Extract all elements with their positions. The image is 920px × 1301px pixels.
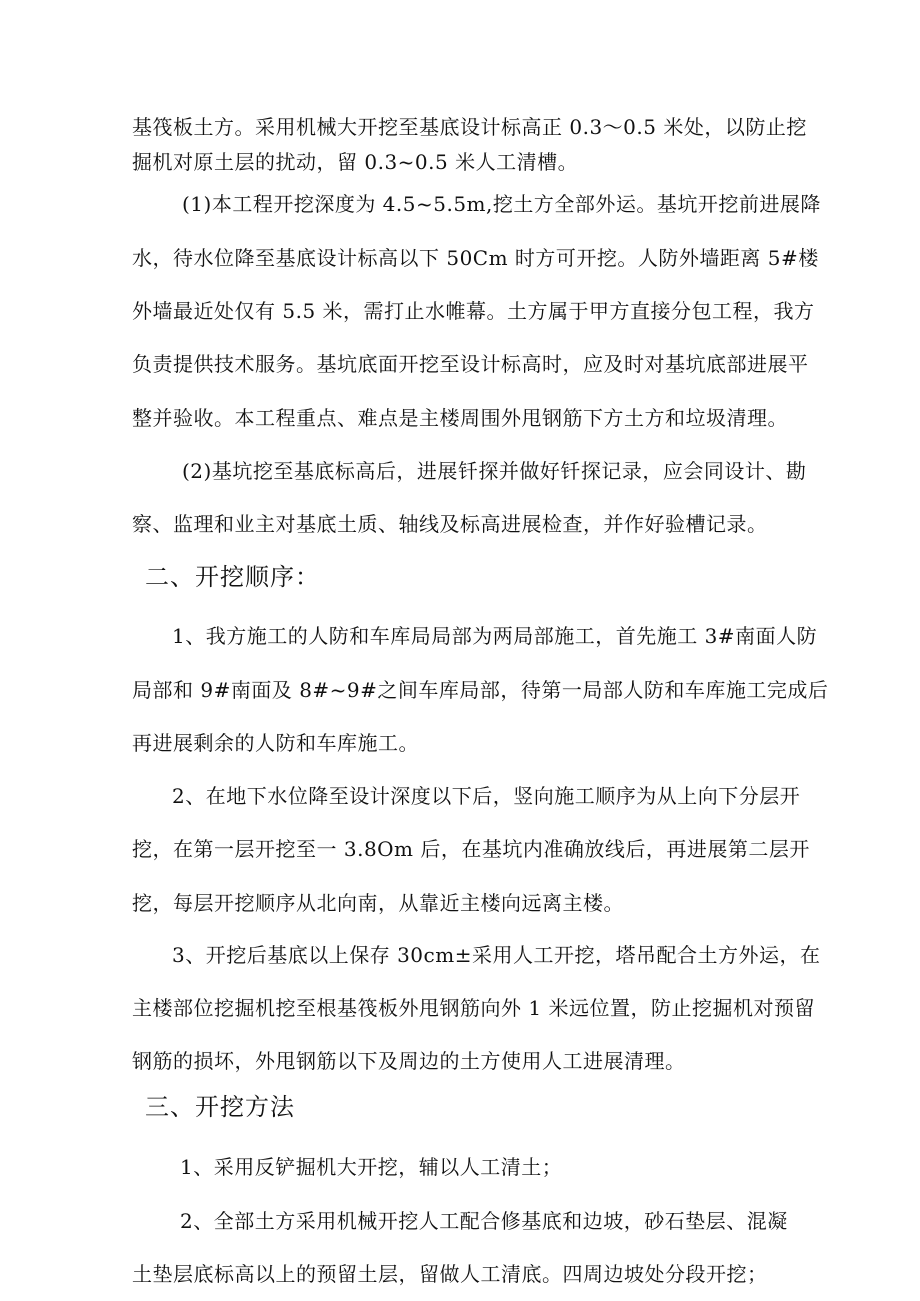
list-item-line: 1、采用反铲掘机大开挖，辅以人工清土； — [180, 1155, 563, 1179]
section-heading: 三、开挖方法 — [145, 1093, 295, 1121]
section-heading: 二、开挖顺序： — [145, 563, 320, 591]
paragraph-line: 外墙最近处仅有 5.5 米，需打止水帷幕。土方属于甲方直接分包工程，我方 — [132, 299, 815, 323]
list-item-line: 再进展剩余的人防和车库施工。 — [132, 731, 419, 755]
list-item-line: 2、在地下水位降至设计深度以下后，竖向施工顺序为从上向下分层开 — [172, 784, 801, 808]
list-item-line: 1、我方施工的人防和车库局局部为两局部施工，首先施工 3#南面人防 — [172, 624, 818, 648]
list-item-line: 挖，在第一层开挖至一 3.8Om 后，在基坑内准确放线后，再进展第二层开 — [132, 837, 810, 861]
list-item-line: 钢筋的损坏，外甩钢筋以下及周边的土方使用人工进展清理。 — [132, 1049, 686, 1073]
paragraph-line: 负责提供技术服务。基坑底面开挖至设计标高时，应及时对基坑底部进展平 — [132, 352, 809, 376]
list-item-line: 土垫层底标高以上的预留土层，留做人工清底。四周边坡处分段开挖； — [132, 1262, 768, 1286]
paragraph-line: (1)本工程开挖深度为 4.5~5.5m,挖土方全部外运。基坑开挖前进展降 — [182, 192, 821, 216]
paragraph-line: 掘机对原土层的扰动，留 0.3~0.5 米人工清槽。 — [132, 150, 579, 174]
paragraph-line: 基筏板土方。采用机械大开挖至基底设计标高正 0.3～0.5 米处，以防止挖 — [132, 115, 807, 139]
list-item-line: 3、开挖后基底以上保存 30cm±采用人工开挖，塔吊配合土方外运，在 — [172, 943, 821, 967]
paragraph-line: 整并验收。本工程重点、难点是主楼周围外甩钢筋下方土方和垃圾清理。 — [132, 406, 788, 430]
paragraph-line: 水，待水位降至基底设计标高以下 50Cm 时方可开挖。人防外墙距离 5#楼 — [132, 246, 819, 270]
list-item-line: 主楼部位挖掘机挖至根基筏板外甩钢筋向外 1 米远位置，防止挖掘机对预留 — [132, 996, 815, 1020]
list-item-line: 挖，每层开挖顺序从北向南，从靠近主楼向远离主楼。 — [132, 891, 624, 915]
paragraph-line: (2)基坑挖至基底标高后，进展钎探并做好钎探记录，应会同设计、勘 — [182, 459, 807, 483]
list-item-line: 局部和 9#南面及 8#~9#之间车库局部，待第一局部人防和车库施工完成后 — [132, 678, 829, 702]
list-item-line: 2、全部土方采用机械开挖人工配合修基底和边坡，砂石垫层、混凝 — [180, 1209, 788, 1233]
paragraph-line: 察、监理和业主对基底土质、轴线及标高进展检查，并作好验槽记录。 — [132, 512, 768, 536]
